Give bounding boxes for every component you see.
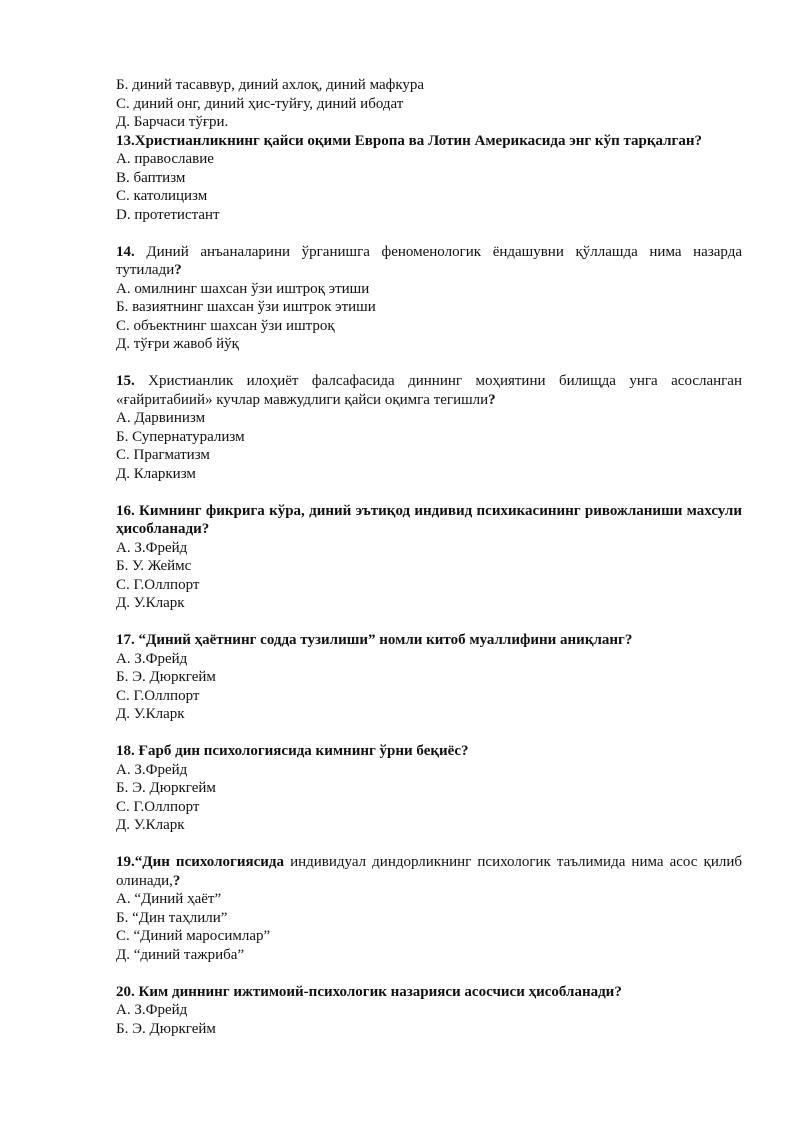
question-block xyxy=(116,613,742,724)
question-number: 16. xyxy=(116,502,135,519)
answer-option: А. З.Фрейд xyxy=(116,1002,188,1018)
answer-option: A. православие xyxy=(116,151,214,167)
answer-option: Д. У.Кларк xyxy=(116,595,185,611)
answer-option: Д. У.Кларк xyxy=(116,706,185,722)
question-mark: ? xyxy=(172,872,181,889)
answer-option: С. Г.Оллпорт xyxy=(116,687,200,704)
answer-option: Д. У.Кларк xyxy=(116,817,185,833)
question-plain-text: Диний анъаналарини ўрганишга феноменологик ёндашувни қўллашда нима назарда тутилади xyxy=(116,243,742,278)
answer-option: С. Прагматизм xyxy=(116,447,210,463)
answer-option: С. объектнинг шахсан ўзи иштроқ xyxy=(116,317,335,334)
spacer xyxy=(116,835,742,854)
question-number: 13. xyxy=(116,132,135,149)
question-plain-text: индивидуал диндорликнинг психологик таълимида нима асос қилиб олинади, xyxy=(116,854,742,889)
question-bold-text: Ғарб дин психологиясида кимнинг ўрни беқиёс? xyxy=(134,743,469,759)
question-mark: ? xyxy=(174,262,182,278)
answer-option: А. омилнинг шахсан ўзи иштроқ этиши xyxy=(116,280,370,297)
answer-option: B. баптизм xyxy=(116,169,186,186)
question-number: 17. xyxy=(116,632,135,648)
spacer xyxy=(116,483,742,502)
question-text xyxy=(116,502,742,539)
question-text xyxy=(116,983,742,1002)
question-list xyxy=(116,132,742,1039)
question-block xyxy=(116,483,742,613)
question-block xyxy=(116,224,742,354)
question-bold-text: Ким диннинг ижтимоий-психологик назарияси асосчиси ҳисобланади? xyxy=(134,983,622,1000)
question-bold-text: “Диний ҳаётнинг содда тузилиши” номли китоб муаллифини аниқланг? xyxy=(134,632,633,648)
answer-option: С. Г.Оллпорт xyxy=(116,576,200,593)
answer-option: А. З.Фрейд xyxy=(116,539,188,556)
spacer xyxy=(116,613,742,632)
spacer xyxy=(116,964,742,983)
question-plain-text: Христианлик илоҳиёт фалсафасида диннинг моҳиятини билищда унга асосланган «ғайритабиий» кучлар мавжудлиги қайси оқимга тегишли xyxy=(116,373,742,408)
document-page xyxy=(116,76,742,1038)
answer-option: Б. Э. Дюркгейм xyxy=(116,1020,216,1037)
answer-option: А. “Диний ҳаёт” xyxy=(116,891,222,907)
question-block xyxy=(116,964,742,1038)
question-bold-text: “Дин психологиясида xyxy=(134,854,284,870)
spacer xyxy=(116,224,742,243)
spacer xyxy=(116,724,742,743)
answer-option: А. З.Фрейд xyxy=(116,761,188,778)
answer-option: Б. Э. Дюркгейм xyxy=(116,669,216,685)
question-block xyxy=(116,132,742,225)
answer-option: Д. “диний тажриба” xyxy=(116,946,245,963)
question-block xyxy=(116,724,742,835)
answer-option: C. католицизм xyxy=(116,188,208,204)
carryover-options xyxy=(116,76,742,132)
question-number: 19. xyxy=(116,854,135,870)
answer-option: С. “Диний маросимлар” xyxy=(116,928,271,944)
answer-option: D. протетистант xyxy=(116,206,220,223)
question-number: 20. xyxy=(116,983,135,1000)
question-text xyxy=(116,372,742,409)
question-number: 15. xyxy=(116,373,135,389)
question-mark: ? xyxy=(488,391,496,408)
answer-option: С. Г.Оллпорт xyxy=(116,798,200,815)
answer-option: Б. Супернатурализм xyxy=(116,428,245,445)
answer-option: Б. Э. Дюркгейм xyxy=(116,780,216,796)
question-text xyxy=(116,853,742,890)
answer-option: Д. Кларкизм xyxy=(116,465,196,482)
question-text xyxy=(116,132,742,151)
question-text xyxy=(116,631,742,650)
spacer xyxy=(116,354,742,373)
question-number: 14. xyxy=(116,243,135,260)
answer-option: А. З.Фрейд xyxy=(116,650,188,667)
option: Д. Барчаси тўғри. xyxy=(116,114,229,130)
answer-option: А. Дарвинизм xyxy=(116,410,206,426)
answer-option: Б. “Дин таҳлили” xyxy=(116,909,228,926)
answer-option: Б. вазиятнинг шахсан ўзи иштрок этиши xyxy=(116,299,376,315)
answer-option: Д. тўғри жавоб йўқ xyxy=(116,336,239,352)
answer-option: Б. У. Жеймс xyxy=(116,558,192,574)
question-block xyxy=(116,835,742,965)
option: С. диний онг, диний ҳис-туйғу, диний ибодат xyxy=(116,95,404,112)
question-bold-text: Христианликнинг қайси оқими Европа ва Лотин Америкасида энг кўп тарқалган? xyxy=(134,132,703,149)
option: Б. диний тасаввур, диний ахлоқ, диний мафкура xyxy=(116,77,425,93)
question-text xyxy=(116,243,742,280)
question-block xyxy=(116,354,742,484)
question-number: 18. xyxy=(116,743,135,759)
question-bold-text: Кимнинг фикрига кўра, диний эътиқод индивид психикасининг ривожланиши махсули ҳисобланади? xyxy=(116,502,742,537)
question-text xyxy=(116,742,742,761)
